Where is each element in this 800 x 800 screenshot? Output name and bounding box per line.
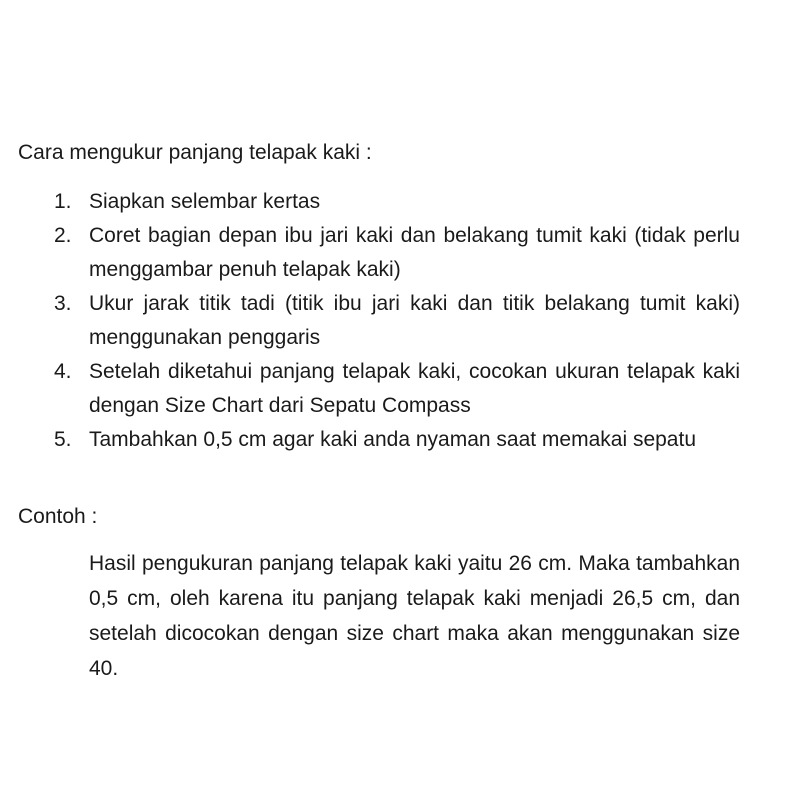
step-number: 2. [54, 224, 72, 247]
list-item [0, 423, 740, 457]
step-number: 4. [54, 360, 72, 383]
example-label: Contoh : [18, 505, 98, 528]
step-text: Siapkan selembar kertas [89, 190, 321, 213]
list-item [0, 287, 740, 355]
page-title: Cara mengukur panjang telapak kaki : [18, 141, 372, 164]
step-text: Coret bagian depan ibu jari kaki dan belakang tumit kaki (tidak perlu menggambar penuh telapak kaki) [89, 224, 740, 281]
list-item [0, 355, 740, 423]
step-text: Tambahkan 0,5 cm agar kaki anda nyaman saat memakai sepatu [89, 428, 697, 451]
step-text: Setelah diketahui panjang telapak kaki, cocokan ukuran telapak kaki dengan Size Chart dari Sepatu Compass [89, 360, 740, 417]
step-number: 1. [54, 190, 72, 213]
list-item [0, 219, 740, 287]
step-number: 3. [54, 292, 72, 315]
list-item [0, 185, 740, 219]
step-text: Ukur jarak titik tadi (titik ibu jari kaki dan titik belakang tumit kaki) menggunakan penggaris [89, 292, 740, 349]
example-text: Hasil pengukuran panjang telapak kaki yaitu 26 cm. Maka tambahkan 0,5 cm, oleh karena itu panjang telapak kaki menjadi 26,5 cm, dan setelah dicocokan dengan size chart maka akan menggunakan size 40. [89, 552, 740, 680]
steps-list [0, 185, 800, 457]
step-number: 5. [54, 428, 72, 451]
